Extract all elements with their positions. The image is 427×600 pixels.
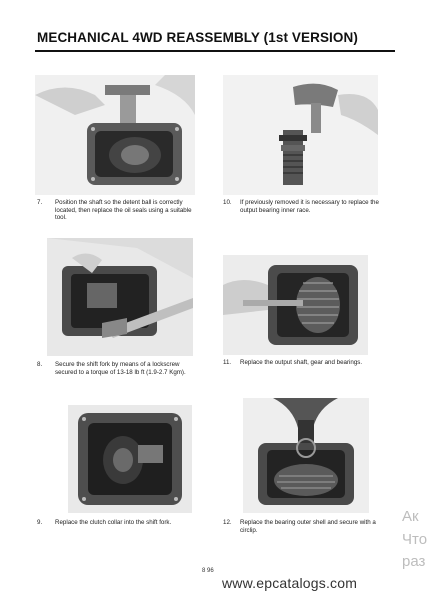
step-caption: Replace the bearing outer shell and secure with a circlip. xyxy=(240,519,376,534)
step-caption: If previously removed it is necessary to replace the output bearing inner race. xyxy=(240,199,379,214)
step-number: 11. xyxy=(223,359,232,366)
photo-step-10 xyxy=(223,75,378,195)
step-number: 9. xyxy=(37,519,43,526)
page-title: MECHANICAL 4WD REASSEMBLY (1st VERSION) xyxy=(37,30,358,45)
step-number: 7. xyxy=(37,199,43,206)
photo-step-9 xyxy=(68,405,192,513)
step-number: 12. xyxy=(223,519,232,526)
step-caption: Replace the clutch collar into the shift fork. xyxy=(55,519,172,526)
photo-step-7 xyxy=(35,75,195,195)
step-number: 10. xyxy=(223,199,232,206)
title-rule xyxy=(35,50,395,52)
step-caption: Replace the output shaft, gear and bearings. xyxy=(240,359,363,366)
photo-step-12 xyxy=(243,398,369,513)
step-number: 8. xyxy=(37,361,43,368)
step-caption: Secure the shift fork by means of a lockscrew secured to a torque of 13-18 lb ft (1.9-2.7 Kgm). xyxy=(55,361,186,376)
photo-step-8 xyxy=(47,238,193,356)
watermark-text: www.epcatalogs.com xyxy=(222,575,358,591)
step-caption: Position the shaft so the detent ball is correctly located, then replace the oil seals using a suitable tool. xyxy=(55,199,192,222)
page-number: 8 96 xyxy=(202,568,214,574)
overlay-ghost-text: Ак xyxy=(402,508,419,525)
overlay-ghost-text: Что xyxy=(402,531,427,548)
photo-step-11 xyxy=(223,255,368,355)
overlay-ghost-text: раз xyxy=(402,553,426,570)
